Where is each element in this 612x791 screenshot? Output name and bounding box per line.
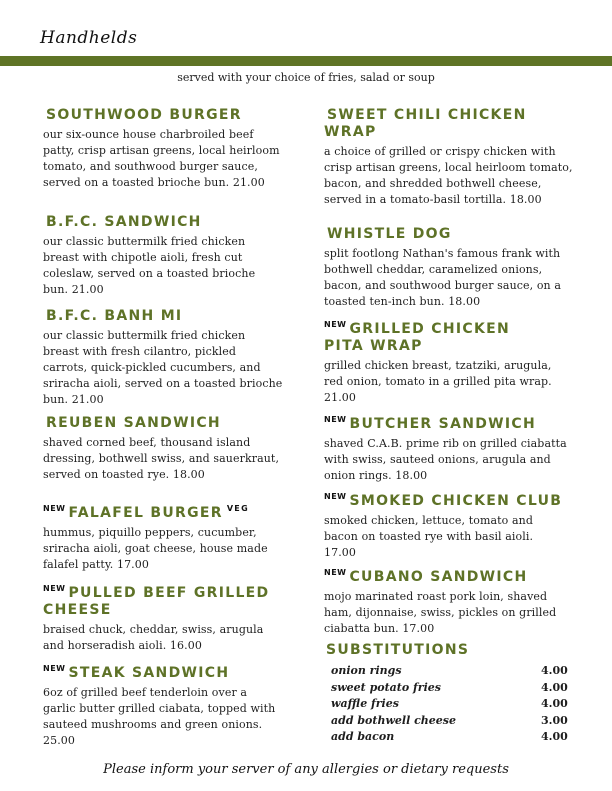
allergy-notice: Please inform your server of any allergies or dietary requests — [103, 762, 509, 777]
substitution-row — [331, 729, 571, 746]
served-with-note: served with your choice of fries, salad or soup — [177, 71, 435, 84]
menu-item — [43, 303, 283, 408]
new-badge: NEW — [324, 415, 347, 424]
page-title: Handhelds — [40, 28, 138, 48]
item-name: REUBEN SANDWICH — [46, 415, 221, 431]
substitution-row — [331, 713, 571, 730]
item-name: BUTCHER SANDWICH — [349, 416, 536, 432]
item-name: B.F.C. SANDWICH — [46, 214, 202, 230]
menu-item — [43, 410, 283, 483]
item-description: grilled chicken breast, tzatziki, arugula, red onion, tomato in a grilled pita wrap. 21.00 — [324, 359, 552, 404]
item-description: braised chuck, cheddar, swiss, arugula and horseradish aioli. 16.00 — [43, 623, 264, 652]
menu-item — [43, 102, 283, 191]
item-description: 6oz of grilled beef tenderloin over a garlic butter grilled ciabata, topped with sauteed mushrooms and green onions. 25.00 — [43, 686, 276, 747]
substitution-name: onion rings — [331, 664, 402, 677]
substitutions-heading: SUBSTITUTIONS — [326, 642, 470, 658]
new-badge: NEW — [43, 664, 66, 673]
item-name: GRILLED CHICKEN PITA WRAP — [324, 321, 510, 354]
item-description: our six-ounce house charbroiled beef patty, crisp artisan greens, local heirloom tomato, and southwood burger sauce, served on a toasted brioche bun. 21.00 — [43, 128, 280, 189]
new-badge: NEW — [43, 584, 66, 593]
substitution-price: 3.00 — [541, 713, 568, 727]
substitution-price: 4.00 — [541, 730, 568, 743]
substitution-price: 4.00 — [541, 697, 568, 710]
new-badge: NEW — [324, 492, 347, 501]
substitution-name: sweet potato fries — [331, 680, 441, 694]
item-name: SOUTHWOOD BURGER — [46, 107, 242, 123]
item-description: smoked chicken, lettuce, tomato and bacon on toasted rye with basil aioli. 17.00 — [324, 514, 534, 559]
menu-item — [43, 580, 283, 654]
substitution-name: add bacon — [331, 730, 395, 743]
substitution-row — [331, 663, 571, 680]
item-description: shaved C.A.B. prime rib on grilled ciabatta with swiss, sauteed onions, arugula and onion rings. 18.00 — [324, 437, 567, 482]
menu-item — [324, 564, 574, 637]
item-name: PULLED BEEF GRILLED CHEESE — [43, 585, 270, 618]
new-badge: NEW — [324, 320, 347, 329]
new-badge: NEW — [43, 504, 66, 513]
menu-item — [324, 102, 574, 208]
item-description: hummus, piquillo peppers, cucumber, sriracha aioli, goat cheese, house made falafel patty. 17.00 — [43, 526, 268, 571]
substitution-price: 4.00 — [541, 680, 568, 694]
item-description: split footlong Nathan's famous frank with bothwell cheddar, caramelized onions, bacon, and southwood burger sauce, on a toasted ten-inch bun. 18.00 — [324, 247, 561, 308]
item-name: STEAK SANDWICH — [68, 665, 230, 681]
item-name: CUBANO SANDWICH — [349, 569, 528, 585]
item-name: B.F.C. BANH MI — [46, 308, 183, 324]
substitution-name: waffle fries — [331, 697, 399, 710]
veg-badge: VEG — [226, 504, 249, 513]
item-description: our classic buttermilk fried chicken breast with chipotle aioli, fresh cut coleslaw, served on a toasted brioche bun. 21.00 — [43, 235, 256, 296]
menu-item — [43, 209, 283, 298]
item-description: shaved corned beef, thousand island dressing, bothwell swiss, and sauerkraut, served on toasted rye. 18.00 — [43, 436, 280, 481]
substitution-price: 4.00 — [541, 664, 568, 677]
substitution-name: add bothwell cheese — [331, 713, 456, 727]
menu-item — [43, 660, 283, 749]
item-name: SMOKED CHICKEN CLUB — [349, 493, 563, 509]
item-name: FALAFEL BURGER — [68, 505, 223, 521]
item-description: our classic buttermilk fried chicken breast with fresh cilantro, pickled carrots, quick-pickled cucumbers, and sriracha aioli, served on a toasted brioche bun. 21.00 — [43, 329, 283, 406]
menu-item — [43, 500, 283, 573]
menu-item — [324, 411, 574, 484]
substitution-row — [331, 696, 571, 713]
item-name: SWEET CHILI CHICKEN WRAP — [324, 107, 527, 140]
menu-item — [324, 488, 584, 561]
menu-item — [324, 221, 574, 310]
substitutions-list — [331, 663, 571, 746]
new-badge: NEW — [324, 568, 347, 577]
item-name: WHISTLE DOG — [327, 226, 452, 242]
item-description: mojo marinated roast pork loin, shaved ham, dijonnaise, swiss, pickles on grilled ciabatta bun. 17.00 — [324, 590, 557, 635]
item-description: a choice of grilled or crispy chicken with crisp artisan greens, local heirloom tomato, bacon, and shredded bothwell cheese, served in a tomato-basil tortilla. 18.00 — [324, 145, 573, 206]
substitution-row — [331, 680, 571, 697]
header-divider — [0, 56, 612, 66]
menu-item — [324, 316, 574, 406]
